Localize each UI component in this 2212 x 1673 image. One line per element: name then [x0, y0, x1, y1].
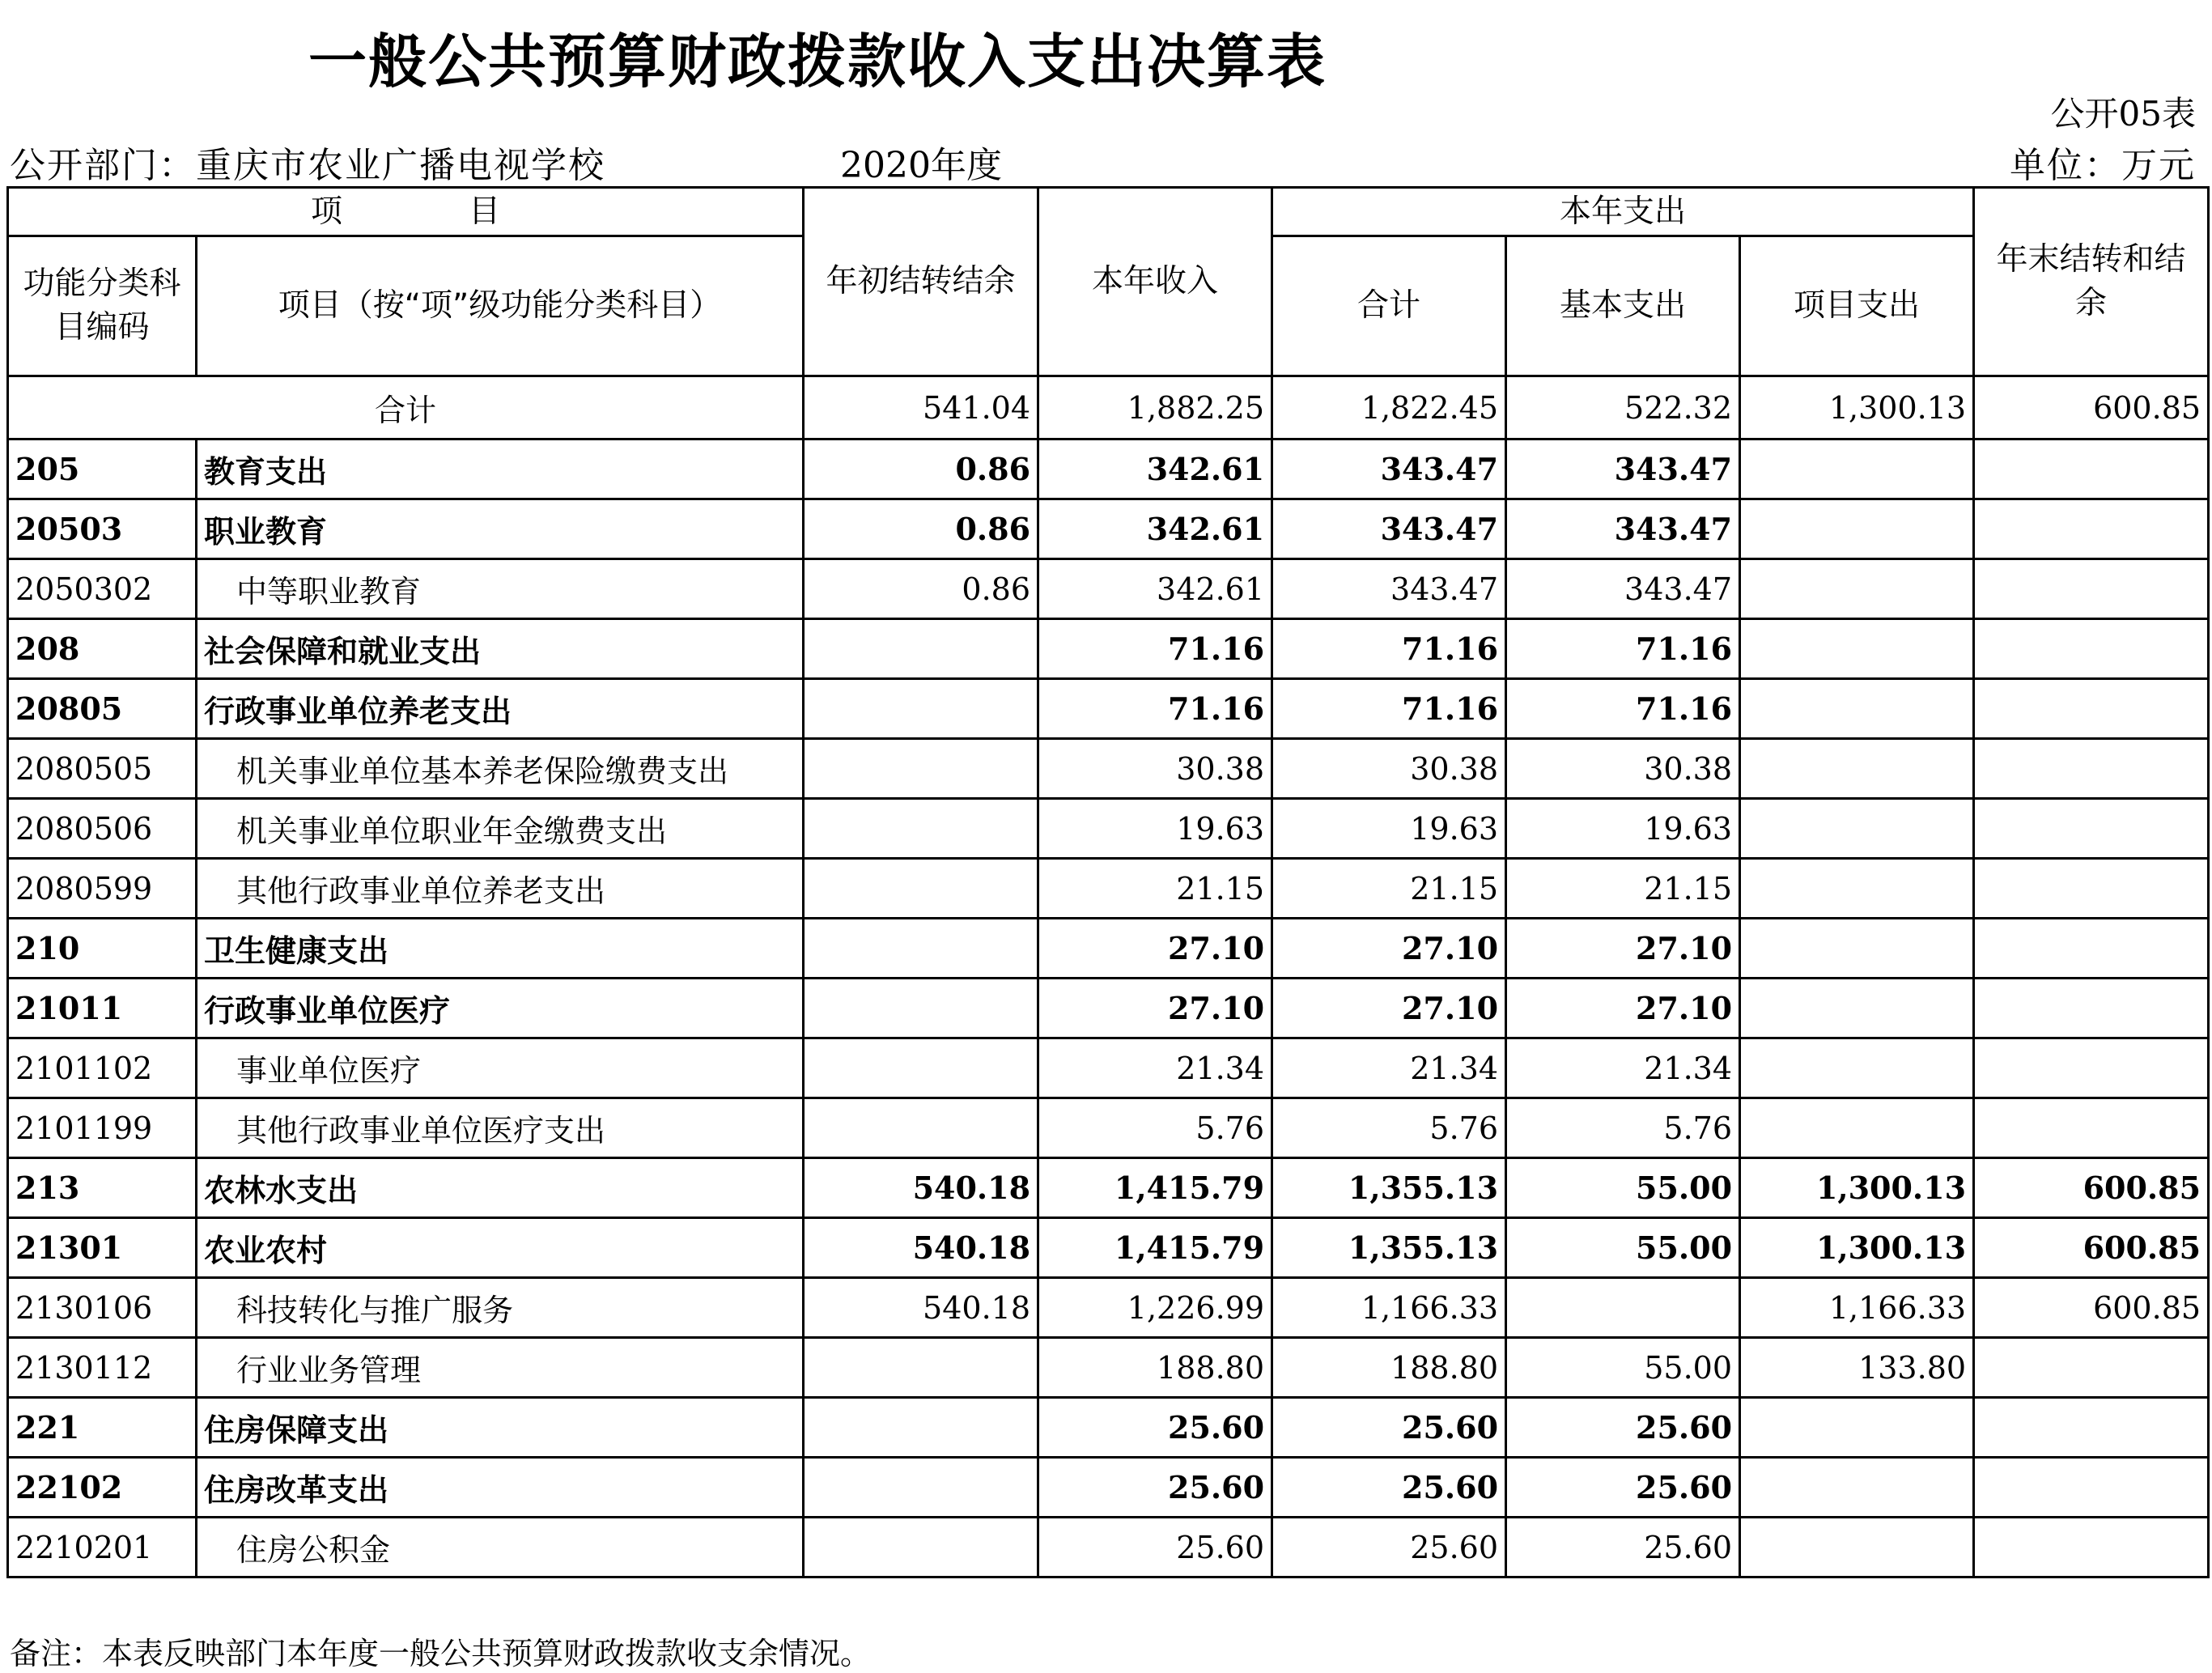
- cell-carry-end: [1974, 499, 2209, 559]
- cell-expense-basic: 71.16: [1506, 679, 1740, 739]
- cell-expense-total: 188.80: [1272, 1338, 1506, 1398]
- cell-income: 342.61: [1038, 559, 1272, 619]
- cell-carry-end: [1974, 619, 2209, 679]
- cell-code: 2101102: [8, 1038, 197, 1098]
- cell-carry-end: [1974, 1398, 2209, 1458]
- cell-carry-begin: [804, 1398, 1038, 1458]
- cell-code: 205: [8, 439, 197, 499]
- cell-carry-begin: [804, 1038, 1038, 1098]
- cell-code: 2080505: [8, 739, 197, 799]
- cell-carry-end: [1974, 1098, 2209, 1158]
- cell-expense-basic: 343.47: [1506, 499, 1740, 559]
- cell-carry-begin: [804, 1518, 1038, 1577]
- cell-carry-begin: [804, 739, 1038, 799]
- cell-code: 2101199: [8, 1098, 197, 1158]
- fiscal-year: 2020年度: [840, 145, 1002, 186]
- cell-carry-begin: 0.86: [804, 559, 1038, 619]
- footnote: 备注：本表反映部门本年度一般公共预算财政拨款收支余情况。: [10, 1636, 872, 1671]
- cell-expense-basic: 55.00: [1506, 1338, 1740, 1398]
- cell-income: 188.80: [1038, 1338, 1272, 1398]
- table-row: [8, 1518, 2209, 1577]
- cell-name: 教育支出: [197, 439, 804, 499]
- table-row: [8, 1398, 2209, 1458]
- cell-income: 25.60: [1038, 1398, 1272, 1458]
- header-carry-begin: 年初结转结余: [804, 188, 1038, 376]
- cell-expense-basic: 5.76: [1506, 1098, 1740, 1158]
- cell-expense-basic: 55.00: [1506, 1218, 1740, 1278]
- total-row: [8, 376, 2209, 439]
- cell-carry-begin: [804, 679, 1038, 739]
- table-row: [8, 739, 2209, 799]
- cell-carry-begin: [804, 799, 1038, 859]
- cell-expense-basic: 343.47: [1506, 559, 1740, 619]
- cell-expense-project: [1740, 1038, 1974, 1098]
- cell-expense-total: 25.60: [1272, 1458, 1506, 1518]
- page-title: 一般公共预算财政拨款收入支出决算表: [308, 28, 1327, 96]
- cell-code: 2050302: [8, 559, 197, 619]
- cell-expense-total: 21.34: [1272, 1038, 1506, 1098]
- total-expense-total: 1,822.45: [1272, 376, 1506, 439]
- total-carry-begin: 541.04: [804, 376, 1038, 439]
- table-row: [8, 1098, 2209, 1158]
- cell-carry-begin: [804, 859, 1038, 919]
- cell-expense-basic: 19.63: [1506, 799, 1740, 859]
- cell-expense-project: [1740, 1518, 1974, 1577]
- cell-name: 住房改革支出: [197, 1458, 804, 1518]
- cell-income: 27.10: [1038, 979, 1272, 1038]
- table-row: [8, 979, 2209, 1038]
- total-label: 合计: [8, 376, 804, 439]
- cell-expense-basic: 25.60: [1506, 1398, 1740, 1458]
- cell-carry-end: [1974, 859, 2209, 919]
- cell-expense-basic: 55.00: [1506, 1158, 1740, 1218]
- cell-expense-basic: 30.38: [1506, 739, 1740, 799]
- cell-carry-end: 600.85: [1974, 1158, 2209, 1218]
- cell-code: 20503: [8, 499, 197, 559]
- table-row: [8, 619, 2209, 679]
- table-row: [8, 559, 2209, 619]
- cell-expense-project: [1740, 439, 1974, 499]
- cell-carry-begin: [804, 979, 1038, 1038]
- cell-code: 208: [8, 619, 197, 679]
- table-row: [8, 1218, 2209, 1278]
- header-expense-group: 本年支出: [1272, 188, 1974, 236]
- cell-expense-basic: [1506, 1278, 1740, 1338]
- cell-name: 其他行政事业单位医疗支出: [197, 1098, 804, 1158]
- cell-expense-basic: 27.10: [1506, 919, 1740, 979]
- cell-expense-total: 25.60: [1272, 1518, 1506, 1577]
- cell-expense-project: 1,166.33: [1740, 1278, 1974, 1338]
- cell-expense-basic: 27.10: [1506, 979, 1740, 1038]
- cell-expense-total: 30.38: [1272, 739, 1506, 799]
- cell-name: 农业农村: [197, 1218, 804, 1278]
- cell-expense-total: 343.47: [1272, 439, 1506, 499]
- cell-code: 2130112: [8, 1338, 197, 1398]
- cell-income: 30.38: [1038, 739, 1272, 799]
- cell-name: 农林水支出: [197, 1158, 804, 1218]
- total-income: 1,882.25: [1038, 376, 1272, 439]
- header-name: 项目（按“项”级功能分类科目）: [197, 236, 804, 376]
- table-row: [8, 499, 2209, 559]
- cell-expense-project: [1740, 679, 1974, 739]
- cell-income: 71.16: [1038, 679, 1272, 739]
- cell-expense-project: [1740, 499, 1974, 559]
- cell-carry-begin: [804, 1098, 1038, 1158]
- cell-income: 1,415.79: [1038, 1218, 1272, 1278]
- cell-carry-end: [1974, 1338, 2209, 1398]
- cell-carry-begin: 0.86: [804, 499, 1038, 559]
- cell-income: 342.61: [1038, 439, 1272, 499]
- table-row: [8, 1278, 2209, 1338]
- cell-expense-project: [1740, 919, 1974, 979]
- cell-expense-total: 1,355.13: [1272, 1158, 1506, 1218]
- cell-carry-end: [1974, 979, 2209, 1038]
- cell-carry-begin: [804, 619, 1038, 679]
- cell-expense-total: 343.47: [1272, 559, 1506, 619]
- table-row: [8, 919, 2209, 979]
- cell-name: 其他行政事业单位养老支出: [197, 859, 804, 919]
- cell-expense-total: 27.10: [1272, 979, 1506, 1038]
- cell-expense-total: 1,355.13: [1272, 1218, 1506, 1278]
- cell-expense-project: [1740, 859, 1974, 919]
- cell-code: 21301: [8, 1218, 197, 1278]
- cell-expense-total: 21.15: [1272, 859, 1506, 919]
- cell-code: 2080506: [8, 799, 197, 859]
- cell-code: 21011: [8, 979, 197, 1038]
- cell-expense-project: 1,300.13: [1740, 1218, 1974, 1278]
- cell-expense-basic: 25.60: [1506, 1458, 1740, 1518]
- cell-name: 中等职业教育: [197, 559, 804, 619]
- cell-carry-begin: 540.18: [804, 1278, 1038, 1338]
- cell-expense-total: 5.76: [1272, 1098, 1506, 1158]
- header-income: 本年收入: [1038, 188, 1272, 376]
- table-row: [8, 799, 2209, 859]
- cell-expense-total: 1,166.33: [1272, 1278, 1506, 1338]
- header-code: 功能分类科目编码: [8, 236, 197, 376]
- cell-code: 2130106: [8, 1278, 197, 1338]
- table-row: [8, 1458, 2209, 1518]
- table-row: [8, 1338, 2209, 1398]
- cell-name: 行政事业单位养老支出: [197, 679, 804, 739]
- cell-name: 机关事业单位职业年金缴费支出: [197, 799, 804, 859]
- cell-code: 22102: [8, 1458, 197, 1518]
- cell-carry-begin: 540.18: [804, 1218, 1038, 1278]
- cell-expense-basic: 25.60: [1506, 1518, 1740, 1577]
- cell-income: 1,415.79: [1038, 1158, 1272, 1218]
- cell-expense-project: [1740, 979, 1974, 1038]
- cell-name: 机关事业单位基本养老保险缴费支出: [197, 739, 804, 799]
- cell-income: 342.61: [1038, 499, 1272, 559]
- cell-carry-begin: [804, 1458, 1038, 1518]
- cell-expense-project: [1740, 1398, 1974, 1458]
- cell-expense-project: [1740, 559, 1974, 619]
- cell-code: 2210201: [8, 1518, 197, 1577]
- cell-carry-end: 600.85: [1974, 1278, 2209, 1338]
- cell-code: 210: [8, 919, 197, 979]
- cell-name: 科技转化与推广服务: [197, 1278, 804, 1338]
- cell-carry-end: [1974, 679, 2209, 739]
- cell-carry-end: [1974, 1038, 2209, 1098]
- cell-name: 事业单位医疗: [197, 1038, 804, 1098]
- header-carry-end: 年末结转和结余: [1974, 188, 2209, 376]
- cell-income: 5.76: [1038, 1098, 1272, 1158]
- cell-income: 1,226.99: [1038, 1278, 1272, 1338]
- cell-expense-basic: 21.34: [1506, 1038, 1740, 1098]
- cell-name: 卫生健康支出: [197, 919, 804, 979]
- cell-code: 2080599: [8, 859, 197, 919]
- cell-carry-end: [1974, 559, 2209, 619]
- cell-expense-project: [1740, 799, 1974, 859]
- total-expense-project: 1,300.13: [1740, 376, 1974, 439]
- cell-name: 社会保障和就业支出: [197, 619, 804, 679]
- cell-carry-end: [1974, 1518, 2209, 1577]
- department-label: 公开部门：重庆市农业广播电视学校: [10, 145, 605, 186]
- total-carry-end: 600.85: [1974, 376, 2209, 439]
- cell-expense-project: 133.80: [1740, 1338, 1974, 1398]
- cell-carry-begin: 540.18: [804, 1158, 1038, 1218]
- total-expense-basic: 522.32: [1506, 376, 1740, 439]
- table-row: [8, 859, 2209, 919]
- form-number: 公开05表: [2050, 94, 2196, 134]
- header-expense-basic: 基本支出: [1506, 236, 1740, 376]
- cell-carry-end: [1974, 739, 2209, 799]
- cell-expense-project: 1,300.13: [1740, 1158, 1974, 1218]
- cell-carry-begin: [804, 1338, 1038, 1398]
- cell-expense-total: 343.47: [1272, 499, 1506, 559]
- cell-code: 20805: [8, 679, 197, 739]
- cell-name: 行业业务管理: [197, 1338, 804, 1398]
- cell-carry-end: [1974, 919, 2209, 979]
- header-project-group: 项 目: [8, 188, 804, 236]
- cell-expense-project: [1740, 1098, 1974, 1158]
- cell-code: 213: [8, 1158, 197, 1218]
- table-row: [8, 679, 2209, 739]
- header-expense-project: 项目支出: [1740, 236, 1974, 376]
- cell-income: 25.60: [1038, 1518, 1272, 1577]
- cell-expense-project: [1740, 619, 1974, 679]
- unit-label: 单位：万元: [2010, 145, 2196, 186]
- cell-name: 职业教育: [197, 499, 804, 559]
- cell-carry-begin: 0.86: [804, 439, 1038, 499]
- cell-carry-end: [1974, 1458, 2209, 1518]
- cell-carry-begin: [804, 919, 1038, 979]
- table-row: [8, 1158, 2209, 1218]
- table-row: [8, 439, 2209, 499]
- cell-carry-end: [1974, 799, 2209, 859]
- cell-expense-total: 71.16: [1272, 619, 1506, 679]
- cell-expense-project: [1740, 1458, 1974, 1518]
- cell-carry-end: [1974, 439, 2209, 499]
- cell-code: 221: [8, 1398, 197, 1458]
- cell-income: 27.10: [1038, 919, 1272, 979]
- cell-income: 25.60: [1038, 1458, 1272, 1518]
- cell-expense-total: 19.63: [1272, 799, 1506, 859]
- budget-table: [6, 186, 2210, 1578]
- cell-expense-basic: 71.16: [1506, 619, 1740, 679]
- cell-expense-total: 25.60: [1272, 1398, 1506, 1458]
- cell-income: 21.15: [1038, 859, 1272, 919]
- cell-expense-basic: 343.47: [1506, 439, 1740, 499]
- cell-name: 住房公积金: [197, 1518, 804, 1577]
- cell-expense-basic: 21.15: [1506, 859, 1740, 919]
- cell-expense-total: 27.10: [1272, 919, 1506, 979]
- cell-carry-end: 600.85: [1974, 1218, 2209, 1278]
- cell-name: 行政事业单位医疗: [197, 979, 804, 1038]
- cell-income: 19.63: [1038, 799, 1272, 859]
- header-expense-total: 合计: [1272, 236, 1506, 376]
- cell-income: 71.16: [1038, 619, 1272, 679]
- table-row: [8, 1038, 2209, 1098]
- cell-income: 21.34: [1038, 1038, 1272, 1098]
- cell-expense-project: [1740, 739, 1974, 799]
- cell-expense-total: 71.16: [1272, 679, 1506, 739]
- cell-name: 住房保障支出: [197, 1398, 804, 1458]
